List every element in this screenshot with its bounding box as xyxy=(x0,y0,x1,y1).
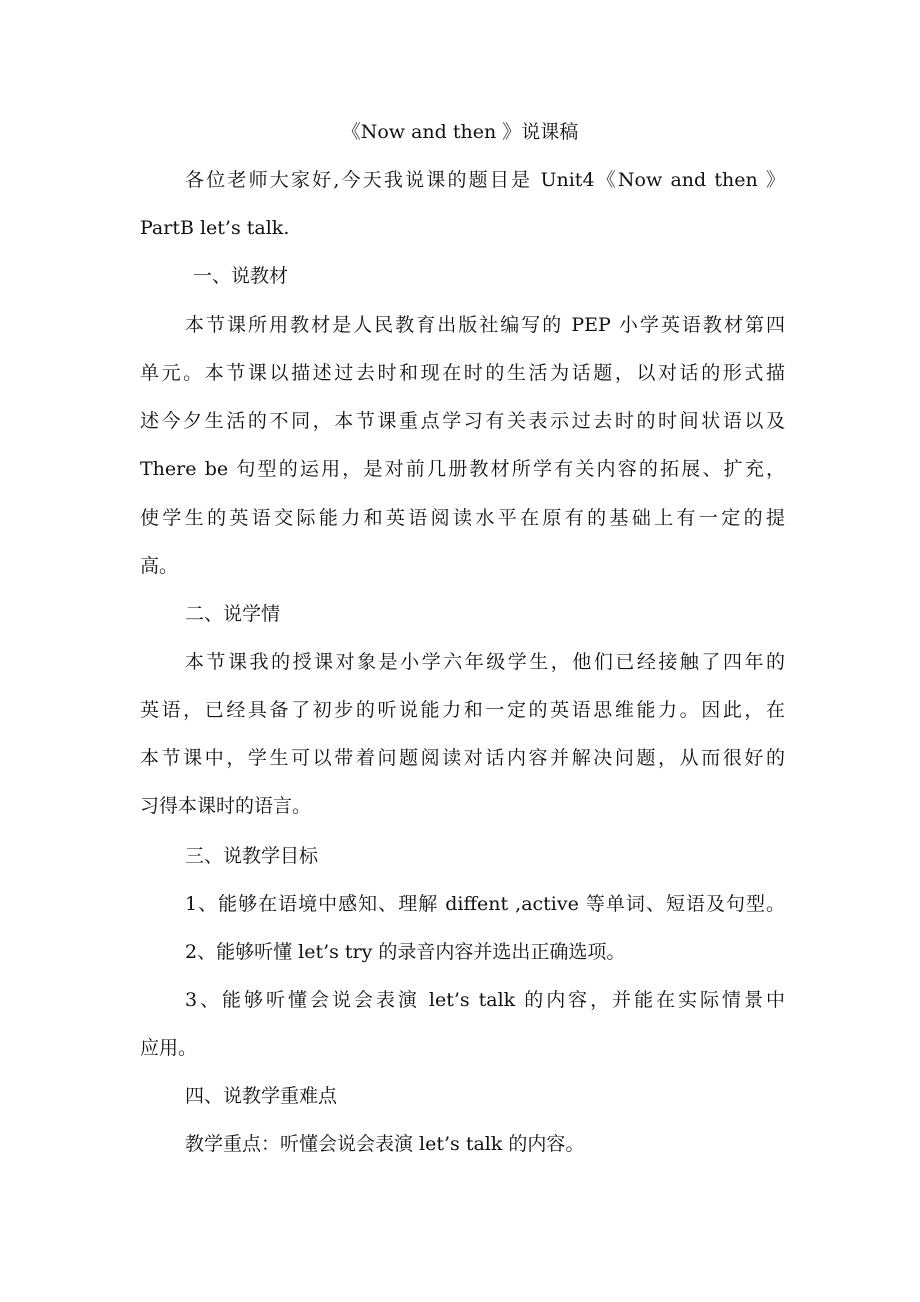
section-heading-students: 二、说学情 xyxy=(185,603,281,625)
objective-line: 3、能够听懂会说会表演 let’s talk 的内容，并能在实际情景中 xyxy=(185,989,785,1011)
document-title: 《Now and then 》说课稿 xyxy=(341,121,579,143)
paragraph-line: 述今夕生活的不同，本节课重点学习有关表示过去时的时间状语以及 xyxy=(140,410,785,432)
section-heading-textbook: 一、说教材 xyxy=(193,265,289,287)
paragraph-line: 英语，已经具备了初步的听说能力和一定的英语思维能力。因此，在 xyxy=(140,699,785,721)
intro-line: 各位老师大家好,今天我说课的题目是 Unit4《Now and then 》 xyxy=(185,169,785,191)
objective-line: 2、能够听懂 let’s try 的录音内容并选出正确选项。 xyxy=(185,941,626,963)
paragraph-line: 高。 xyxy=(140,555,179,577)
section-heading-objectives: 三、说教学目标 xyxy=(185,845,319,867)
paragraph-line: 习得本课时的语言。 xyxy=(140,795,312,817)
paragraph-line: 本节课中，学生可以带着问题阅读对话内容并解决问题，从而很好的 xyxy=(140,747,785,769)
paragraph-line: 单元。本节课以描述过去时和现在时的生活为话题，以对话的形式描 xyxy=(140,362,785,384)
paragraph-line: 使学生的英语交际能力和英语阅读水平在原有的基础上有一定的提 xyxy=(140,507,785,529)
intro-line: PartB let’s talk. xyxy=(140,217,290,239)
paragraph-line: 本节课我的授课对象是小学六年级学生，他们已经接触了四年的 xyxy=(185,651,785,673)
paragraph-line: 教学重点：听懂会说会表演 let’s talk 的内容。 xyxy=(185,1133,585,1155)
paragraph-line: 本节课所用教材是人民教育出版社编写的 PEP 小学英语教材第四 xyxy=(185,314,785,336)
objective-line: 1、能够在语境中感知、理解 diffent ,active 等单词、短语及句型。 xyxy=(185,893,785,915)
section-heading-key-points: 四、说教学重难点 xyxy=(185,1085,338,1107)
objective-line: 应用。 xyxy=(140,1037,198,1059)
paragraph-line: There be 句型的运用，是对前几册教材所学有关内容的拓展、扩充， xyxy=(140,458,785,480)
